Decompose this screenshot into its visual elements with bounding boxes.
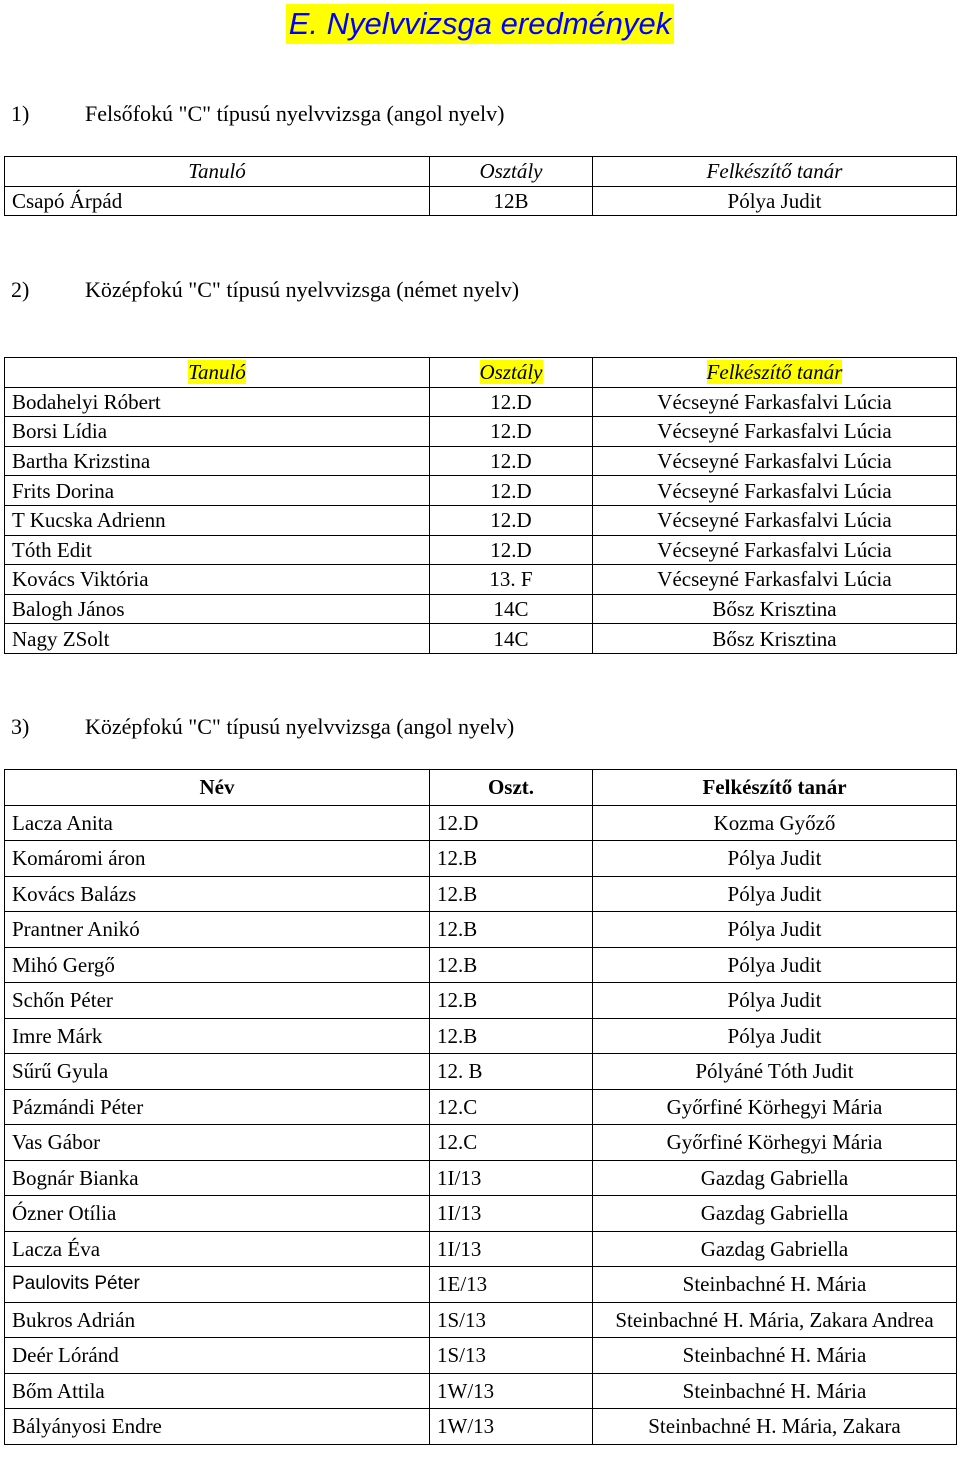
cell-name: Deér Lóránd [5,1338,430,1374]
cell-class: 12.B [430,841,593,877]
cell-class: 12.B [430,1018,593,1054]
cell-teacher: Kozma Győző [593,805,957,841]
table-row [5,912,957,948]
cell-class: 12.D [430,387,593,417]
cell-teacher: Bősz Krisztina [593,624,957,654]
cell-teacher: Gazdag Gabriella [593,1231,957,1267]
cell-name: Bőm Attila [5,1373,430,1409]
cell-class: 14C [430,624,593,654]
cell-name: Tóth Edit [5,535,430,565]
cell-class: 12.B [430,983,593,1019]
cell-name: Bartha Krizstina [5,446,430,476]
cell-name: Lacza Anita [5,805,430,841]
section1-title: Felsőfokú "C" típusú nyelvvizsga (angol nyelv) [85,101,505,126]
table-row [5,186,957,216]
cell-class: 12.B [430,947,593,983]
cell-class: 1S/13 [430,1302,593,1338]
cell-teacher: Steinbachné H. Mária [593,1338,957,1374]
table-row [5,1338,957,1374]
cell-class: 12.D [430,446,593,476]
cell-teacher: Pólya Judit [593,983,957,1019]
table-row [5,1409,957,1445]
section3-title: Középfokú "C" típusú nyelvvizsga (angol nyelv) [85,714,515,739]
table-row [5,1373,957,1409]
cell-teacher: Pólya Judit [593,947,957,983]
column-header-student: Tanuló [5,358,430,388]
section2-table [4,357,957,654]
column-header-class: Osztály [430,358,593,388]
cell-name: Vas Gábor [5,1125,430,1161]
cell-teacher: Győrfiné Körhegyi Mária [593,1125,957,1161]
table-row [5,805,957,841]
cell-class: 1W/13 [430,1409,593,1445]
cell-class: 1E/13 [430,1267,593,1303]
cell-teacher: Pólya Judit [593,1018,957,1054]
table-row [5,1054,957,1090]
cell-teacher: Vécseyné Farkasfalvi Lúcia [593,417,957,447]
table-row [5,876,957,912]
cell-class: 12.B [430,876,593,912]
cell-name: Lacza Éva [5,1231,430,1267]
cell-class: 12.B [430,912,593,948]
cell-teacher: Gazdag Gabriella [593,1196,957,1232]
cell-class: 12B [430,186,593,216]
table-header-row [5,157,957,187]
table-row [5,1089,957,1125]
cell-teacher: Vécseyné Farkasfalvi Lúcia [593,505,957,535]
cell-teacher: Steinbachné H. Mária, Zakara Andrea [593,1302,957,1338]
cell-teacher: Steinbachné H. Mária [593,1373,957,1409]
table-row [5,446,957,476]
column-header-class: Osztály [430,157,593,187]
table-row [5,417,957,447]
cell-name: Borsi Lídia [5,417,430,447]
cell-name: T Kucska Adrienn [5,505,430,535]
cell-name: Bognár Bianka [5,1160,430,1196]
column-header-class: Oszt. [430,770,593,806]
section1-number: 1) [11,101,30,126]
cell-teacher: Gazdag Gabriella [593,1160,957,1196]
table-row [5,565,957,595]
table-row [5,1018,957,1054]
section3-table [4,769,957,1445]
column-header-name: Név [5,770,430,806]
section1-heading [11,101,504,127]
section3-number: 3) [11,714,30,739]
section2-number: 2) [11,277,30,302]
cell-class: 1W/13 [430,1373,593,1409]
cell-class: 12.D [430,535,593,565]
cell-class: 12.D [430,505,593,535]
table-row [5,1231,957,1267]
cell-teacher: Steinbachné H. Mária [593,1267,957,1303]
cell-teacher: Pólya Judit [593,876,957,912]
cell-class: 12.C [430,1089,593,1125]
column-header-teacher: Felkészítő tanár [593,358,957,388]
section3-heading [11,714,514,740]
cell-teacher: Vécseyné Farkasfalvi Lúcia [593,446,957,476]
cell-name: Kovács Viktória [5,565,430,595]
cell-name: Sűrű Gyula [5,1054,430,1090]
section1-table [4,156,957,216]
cell-class: 1I/13 [430,1231,593,1267]
table-row [5,1302,957,1338]
column-header-teacher: Felkészítő tanár [593,770,957,806]
cell-class: 12.D [430,805,593,841]
cell-name: Imre Márk [5,1018,430,1054]
cell-teacher: Pólya Judit [593,841,957,877]
cell-class: 14C [430,594,593,624]
cell-class: 12.D [430,417,593,447]
section2-heading [11,277,519,303]
cell-class: 1I/13 [430,1160,593,1196]
cell-name: Ózner Otília [5,1196,430,1232]
table-header-row [5,358,957,388]
cell-class: 13. F [430,565,593,595]
cell-name: Bályányosi Endre [5,1409,430,1445]
cell-name: Schőn Péter [5,983,430,1019]
cell-class: 12.C [430,1125,593,1161]
section1-table-body [5,186,957,216]
section3-table-body [5,805,957,1444]
cell-name: Frits Dorina [5,476,430,506]
table-row [5,1160,957,1196]
cell-teacher: Steinbachné H. Mária, Zakara [593,1409,957,1445]
table-row [5,947,957,983]
cell-name: Pázmándi Péter [5,1089,430,1125]
cell-name: Mihó Gergő [5,947,430,983]
cell-name: Prantner Anikó [5,912,430,948]
cell-class: 12.D [430,476,593,506]
cell-name: Balogh János [5,594,430,624]
column-header-student: Tanuló [5,157,430,187]
table-row [5,983,957,1019]
cell-name: Bukros Adrián [5,1302,430,1338]
page-title-wrap [0,4,960,44]
cell-name: Komáromi áron [5,841,430,877]
cell-teacher: Pólya Judit [593,912,957,948]
cell-class: 1S/13 [430,1338,593,1374]
cell-name: Nagy ZSolt [5,624,430,654]
cell-name: Kovács Balázs [5,876,430,912]
cell-name: Bodahelyi Róbert [5,387,430,417]
cell-teacher: Pólya Judit [593,186,957,216]
cell-name: Csapó Árpád [5,186,430,216]
page-title: E. Nyelvvizsga eredmények [286,4,675,44]
table-row [5,1125,957,1161]
table-header-row [5,770,957,806]
cell-name: Paulovits Péter [5,1267,430,1303]
cell-class: 12. B [430,1054,593,1090]
cell-teacher: Győrfiné Körhegyi Mária [593,1089,957,1125]
table-row [5,1196,957,1232]
section2-title: Középfokú "C" típusú nyelvvizsga (német nyelv) [85,277,520,302]
column-header-teacher: Felkészítő tanár [593,157,957,187]
table-row [5,1267,957,1303]
table-row [5,535,957,565]
table-row [5,594,957,624]
cell-teacher: Vécseyné Farkasfalvi Lúcia [593,535,957,565]
table-row [5,476,957,506]
table-row [5,841,957,877]
table-row [5,624,957,654]
table-row [5,505,957,535]
cell-class: 1I/13 [430,1196,593,1232]
cell-teacher: Pólyáné Tóth Judit [593,1054,957,1090]
cell-teacher: Vécseyné Farkasfalvi Lúcia [593,565,957,595]
cell-teacher: Vécseyné Farkasfalvi Lúcia [593,387,957,417]
cell-teacher: Vécseyné Farkasfalvi Lúcia [593,476,957,506]
cell-teacher: Bősz Krisztina [593,594,957,624]
table-row [5,387,957,417]
section2-table-body [5,387,957,653]
